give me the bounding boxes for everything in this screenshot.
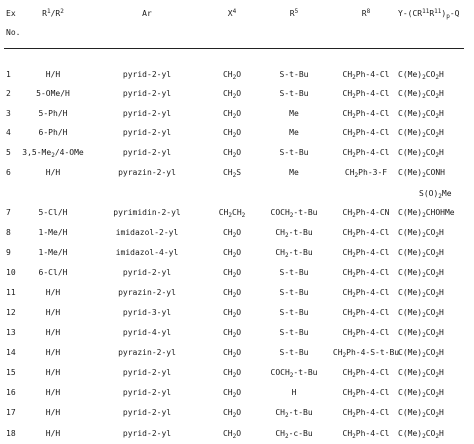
cell-r1-r2: H/H — [45, 429, 61, 438]
cell-x4: $CH_2O$ — [222, 348, 242, 359]
cell-r8: $CH_2Ph-4-Cl$ — [342, 408, 390, 419]
cell-r8: $CH_2Ph-4-Cl$ — [342, 89, 390, 100]
cell-r5: $CH_2-t-Bu$ — [275, 408, 313, 419]
cell-x4: $CH_2O$ — [222, 408, 242, 419]
cell-ex: 3 — [6, 109, 11, 118]
cell-y: $C(Me)_2CO_2H$ — [398, 89, 444, 100]
cell-y: $C(Me)_2CO_2H$ — [398, 148, 444, 159]
cell-r1-r2: H/H — [45, 308, 61, 317]
cell-ex: 13 — [6, 328, 16, 337]
cell-ex: 10 — [6, 268, 16, 277]
header-r8: $R^8$ — [361, 8, 371, 18]
cell-y: $C(Me)_2CO_2H$ — [398, 288, 444, 299]
cell-x4: $CH_2O$ — [222, 368, 242, 379]
cell-y: $C(Me)_2CO_2H$ — [398, 308, 444, 319]
cell-r1-r2: H/H — [45, 408, 61, 417]
cell-x4: $CH_2O$ — [222, 308, 242, 319]
cell-r1-r2: H/H — [45, 288, 61, 297]
cell-ar: pyrazin-2-yl — [118, 288, 176, 297]
cell-ar: pyrid-2-yl — [122, 109, 172, 118]
cell-r8: $CH_2Ph-4-Cl$ — [342, 70, 390, 81]
cell-r8: $CH_2Ph-4-Cl$ — [342, 268, 390, 279]
cell-r8: $CH_2Ph-4-CN$ — [342, 208, 390, 219]
cell-r5: S-t-Bu — [279, 148, 309, 157]
cell-r8: $CH_2Ph-4-Cl$ — [342, 388, 390, 399]
cell-r5: H — [291, 388, 297, 397]
cell-r5: $COCH_2-t-Bu$ — [270, 368, 318, 379]
cell-x4: $CH_2O$ — [222, 248, 242, 259]
cell-x4: $CH_2S$ — [222, 168, 242, 179]
cell-r1-r2: 5-Cl/H — [38, 208, 68, 217]
cell-ex: 8 — [6, 228, 11, 237]
cell-y: $C(Me)_2CO_2H$ — [398, 268, 444, 279]
cell-ar: imidazol-4-yl — [115, 248, 179, 257]
cell-y: $C(Me)_2CO_2H$ — [398, 70, 444, 81]
cell-ex: 18 — [6, 429, 16, 438]
cell-ex: 4 — [6, 128, 11, 137]
cell-r1-r2: H/H — [45, 388, 61, 397]
cell-ex: 1 — [6, 70, 11, 79]
cell-x4: $CH_2O$ — [222, 328, 242, 339]
cell-x4: $CH_2O$ — [222, 228, 242, 239]
header-rule — [4, 48, 464, 49]
cell-r5: $CH_2-t-Bu$ — [275, 228, 313, 239]
cell-ar: pyrid-2-yl — [122, 128, 172, 137]
cell-y-continuation: $S(O)_2Me$ — [419, 189, 452, 200]
cell-r5: S-t-Bu — [279, 348, 309, 357]
cell-ar: pyrid-2-yl — [122, 429, 172, 438]
cell-r1-r2: $3,5-Me_2/4$-OMe — [22, 148, 84, 159]
cell-r5: S-t-Bu — [279, 328, 309, 337]
cell-ex: 12 — [6, 308, 16, 317]
cell-x4: $CH_2O$ — [222, 288, 242, 299]
cell-r5: S-t-Bu — [279, 308, 309, 317]
cell-r5: $CH_2-c-Bu$ — [275, 429, 313, 440]
cell-ar: pyrazin-2-yl — [118, 168, 176, 177]
cell-r8: $CH_2Ph-4-Cl$ — [342, 328, 390, 339]
cell-x4: $CH_2O$ — [222, 268, 242, 279]
header-y: $Y-(CR^{11}R^{11})_p-Q$ — [398, 8, 460, 20]
cell-ar: pyrimidin-2-yl — [113, 208, 181, 217]
cell-r5: $COCH_2-t-Bu$ — [270, 208, 318, 219]
cell-ex: 7 — [6, 208, 11, 217]
cell-r8: $CH_2Ph-4-Cl$ — [342, 308, 390, 319]
cell-r8: $CH_2Ph-4-Cl$ — [342, 109, 390, 120]
cell-r1-r2: 5-Ph/H — [38, 109, 68, 118]
cell-ex: 2 — [6, 89, 11, 98]
cell-r1-r2: H/H — [45, 328, 61, 337]
cell-r5: S-t-Bu — [279, 89, 309, 98]
cell-y: $C(Me)_2CO_2H$ — [398, 228, 444, 239]
cell-ex: 15 — [6, 368, 16, 377]
cell-y: $C(Me)_2CO_2H$ — [398, 429, 444, 440]
cell-r5: $CH_2-t-Bu$ — [275, 248, 313, 259]
header-ex-no: No. — [6, 28, 21, 37]
cell-y: $C(Me)_2CO_2H$ — [398, 408, 444, 419]
cell-ar: pyrid-2-yl — [122, 70, 172, 79]
cell-r8: $CH_2Ph-4-Cl$ — [342, 148, 390, 159]
cell-ar: pyrid-2-yl — [122, 89, 172, 98]
cell-r1-r2: H/H — [45, 348, 61, 357]
cell-r1-r2: H/H — [45, 168, 61, 177]
cell-x4: $CH_2O$ — [222, 128, 242, 139]
cell-ex: 11 — [6, 288, 16, 297]
cell-y: $C(Me)_2CO_2H$ — [398, 109, 444, 120]
cell-ex: 16 — [6, 388, 16, 397]
cell-r5: Me — [289, 128, 299, 137]
cell-y: $C(Me)_2CO_2H$ — [398, 328, 444, 339]
cell-x4: $CH_2CH_2$ — [218, 208, 246, 219]
cell-r8: $CH_2Ph-4-Cl$ — [342, 288, 390, 299]
cell-x4: $CH_2O$ — [222, 70, 242, 81]
cell-r1-r2: H/H — [45, 368, 61, 377]
cell-r1-r2: H/H — [45, 70, 61, 79]
cell-x4: $CH_2O$ — [222, 109, 242, 120]
cell-r8: $CH_2Ph-3-F$ — [344, 168, 388, 179]
header-ar: Ar — [142, 9, 152, 18]
cell-r8: $CH_2Ph-4-Cl$ — [342, 368, 390, 379]
cell-r1-r2: 1-Me/H — [38, 228, 68, 237]
cell-r5: S-t-Bu — [279, 268, 309, 277]
cell-ar: pyrid-2-yl — [122, 268, 172, 277]
cell-ex: 17 — [6, 408, 16, 417]
cell-x4: $CH_2O$ — [222, 89, 242, 100]
cell-ex: 14 — [6, 348, 16, 357]
cell-ar: pyrid-2-yl — [122, 368, 172, 377]
cell-y: $C(Me)_2CO_2H$ — [398, 368, 444, 379]
cell-r5: Me — [289, 109, 299, 118]
cell-ar: pyrid-2-yl — [122, 388, 172, 397]
cell-r5: S-t-Bu — [279, 288, 309, 297]
cell-r1-r2: 5-OMe/H — [36, 89, 70, 98]
cell-r8: $CH_2Ph-4-Cl$ — [342, 248, 390, 259]
cell-r1-r2: 6-Ph/H — [38, 128, 68, 137]
cell-x4: $CH_2O$ — [222, 148, 242, 159]
cell-x4: $CH_2O$ — [222, 429, 242, 440]
cell-ar: pyrid-2-yl — [122, 148, 172, 157]
cell-ar: pyrid-3-yl — [122, 308, 172, 317]
cell-ar: pyrid-4-yl — [122, 328, 172, 337]
cell-r8: $CH_2Ph-4-Cl$ — [342, 228, 390, 239]
cell-r8: $CH_2Ph-4-Cl$ — [342, 429, 390, 440]
cell-y: $C(Me)_2CO_2H$ — [398, 388, 444, 399]
cell-ex: 5 — [6, 148, 11, 157]
cell-r8: $CH_2Ph-4-Cl$ — [342, 128, 390, 139]
header-r5: $R^5$ — [289, 8, 299, 18]
cell-ex: 6 — [6, 168, 11, 177]
cell-x4: $CH_2O$ — [222, 388, 242, 399]
cell-ar: pyrazin-2-yl — [118, 348, 176, 357]
cell-y: $C(Me)_2CO_2H$ — [398, 128, 444, 139]
cell-y: $C(Me)_2CONH$ — [398, 168, 445, 179]
cell-y: $C(Me)_2CHOHMe$ — [398, 208, 455, 219]
cell-r5: Me — [289, 168, 299, 177]
cell-ar: pyrid-2-yl — [122, 408, 172, 417]
cell-r1-r2: 6-Cl/H — [38, 268, 68, 277]
header-ex: Ex — [6, 9, 16, 18]
cell-y: $C(Me)_2CO_2H$ — [398, 348, 444, 359]
cell-r1-r2: 1-Me/H — [38, 248, 68, 257]
cell-ar: imidazol-2-yl — [115, 228, 179, 237]
cell-r8: $CH_2Ph-4-S-t-Bu$ — [332, 348, 400, 359]
cell-y: $C(Me)_2CO_2H$ — [398, 248, 444, 259]
cell-ex: 9 — [6, 248, 11, 257]
cell-r5: S-t-Bu — [279, 70, 309, 79]
header-x4: $X^4$ — [227, 8, 237, 18]
header-r1-r2: $R^1/R^2$ — [42, 8, 64, 18]
